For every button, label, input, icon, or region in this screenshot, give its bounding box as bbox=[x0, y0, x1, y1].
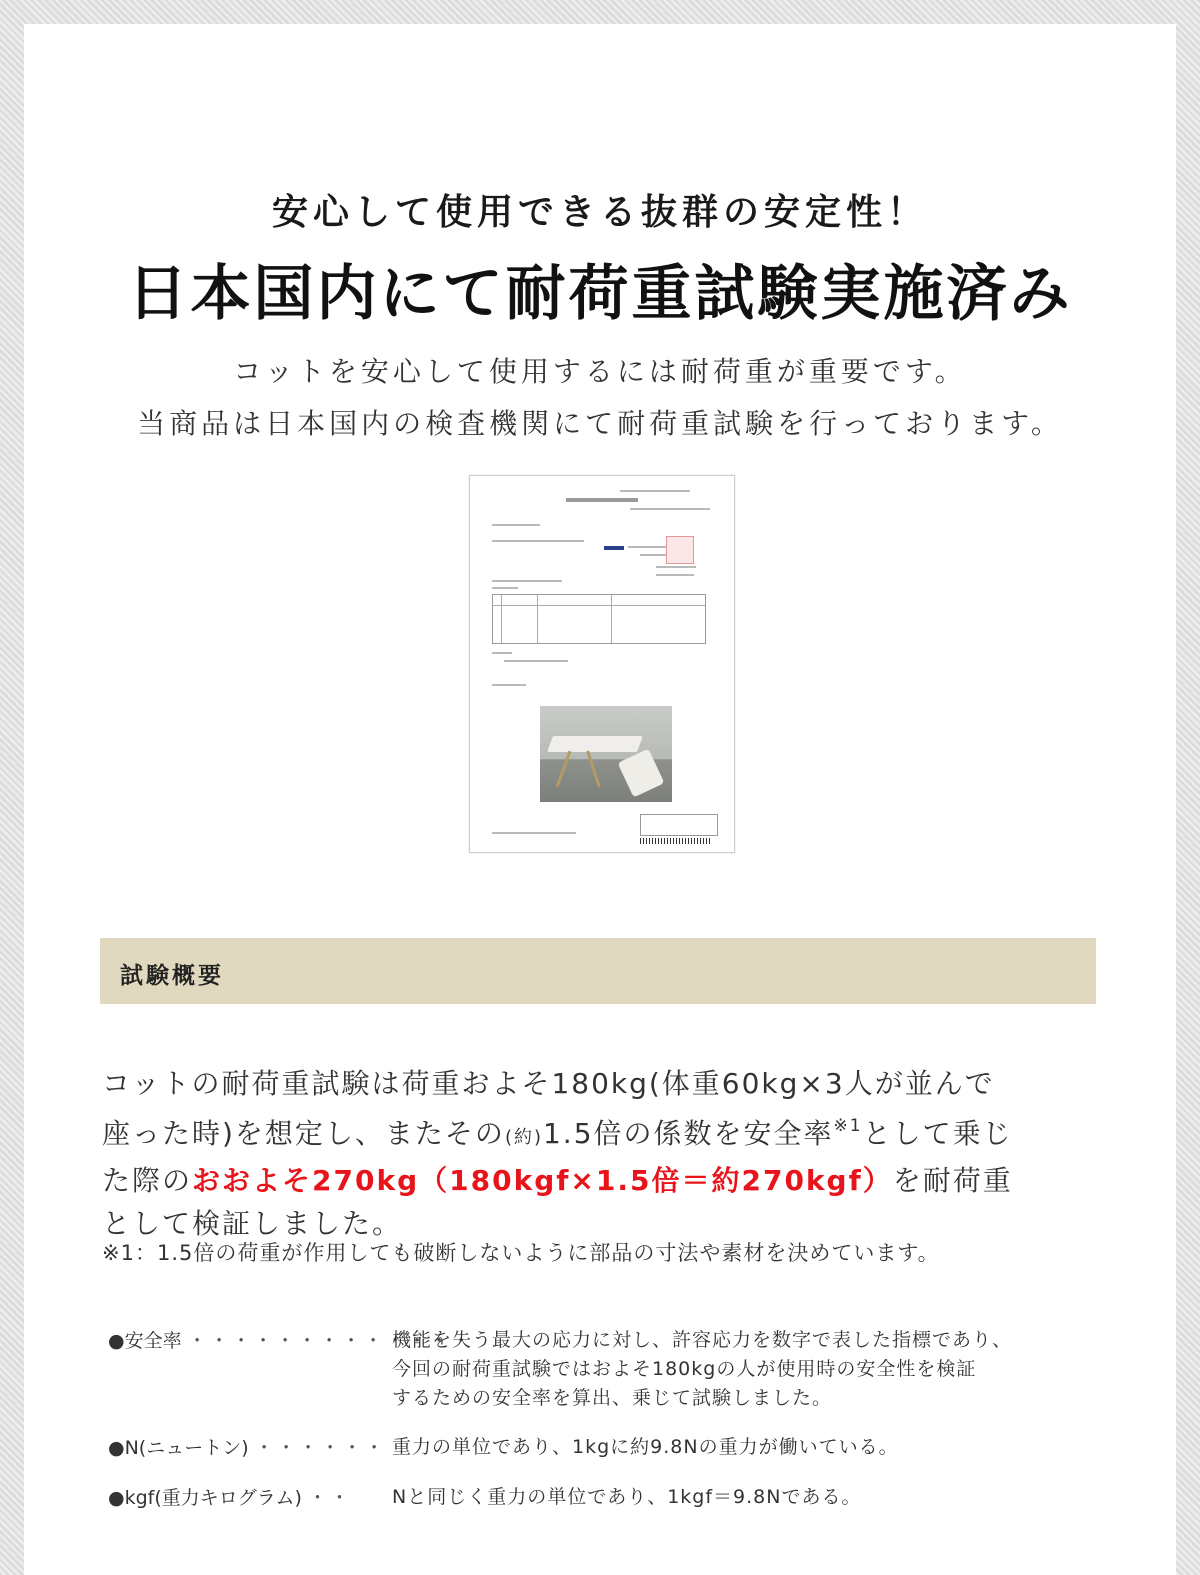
certificate-text-line bbox=[492, 540, 584, 542]
leader-dots: ・・・・・・・・・・・・・ bbox=[187, 1330, 474, 1352]
overview-paragraph bbox=[102, 1062, 1102, 1245]
approx-mark: (約) bbox=[504, 1127, 543, 1148]
load-capacity-highlight: おおよそ270kg（180kgf×1.5倍＝約270kgf） bbox=[192, 1164, 893, 1197]
footnote: ※1：1.5倍の荷重が作用しても破断しないように部品の寸法や素材を決めています。 bbox=[102, 1241, 940, 1265]
intro-line: コットを安心して使用するには耐荷重が重要です。 bbox=[233, 355, 967, 388]
paragraph-line bbox=[102, 1105, 1102, 1159]
leader-dots: ・・ bbox=[308, 1487, 353, 1509]
term-label: ●N(ニュートン) bbox=[108, 1437, 249, 1459]
page-subtitle: 安心して使用できる抜群の安定性！ bbox=[271, 192, 928, 233]
certificate-text-line bbox=[620, 490, 690, 492]
paragraph-text: として乗じ bbox=[862, 1117, 1013, 1150]
definition-term bbox=[108, 1483, 388, 1510]
certificate-text-line bbox=[504, 660, 568, 662]
intro-line: 当商品は日本国内の検査機関にて耐荷重試験を行っております。 bbox=[137, 407, 1063, 440]
certificate-seal bbox=[666, 536, 694, 564]
test-certificate-image bbox=[469, 475, 735, 853]
paragraph-text: を耐荷重 bbox=[892, 1164, 1013, 1197]
leader-dots: ・・・・・・ bbox=[254, 1437, 387, 1459]
certificate-text-line bbox=[492, 684, 526, 686]
footnote-ref: ※1 bbox=[833, 1116, 863, 1136]
description-line: 重力の単位であり、1kgに約9.8Nの重力が働いている。 bbox=[392, 1436, 899, 1458]
certificate-logo bbox=[604, 546, 624, 550]
cot-shape bbox=[547, 736, 643, 752]
overview-header bbox=[100, 938, 1096, 1004]
paragraph-line: コットの耐荷重試験は荷重およそ180kg(体重60kg×3人が並んで bbox=[102, 1067, 995, 1100]
page-title: 日本国内にて耐荷重試験実施済み bbox=[127, 259, 1073, 329]
cot-leg bbox=[586, 750, 601, 787]
description-line: するための安全率を算出、乗じて試験しました。 bbox=[392, 1387, 833, 1409]
description-line: 今回の耐荷重試験ではおよそ180kgの人が使用時の安全性を検証 bbox=[392, 1358, 977, 1380]
paragraph-line bbox=[102, 1159, 1102, 1202]
certificate-signature-boxes bbox=[640, 814, 718, 836]
definition-term bbox=[108, 1326, 474, 1353]
certificate-text-line bbox=[656, 574, 694, 576]
paragraph-text: た際の bbox=[102, 1164, 193, 1197]
certificate-text-line bbox=[492, 652, 512, 654]
certificate-text-line bbox=[492, 832, 576, 834]
paragraph-line: として検証しました。 bbox=[102, 1207, 403, 1240]
paragraph-text: 1.5倍の係数を安全率 bbox=[542, 1117, 834, 1150]
content-card bbox=[24, 24, 1176, 1575]
certificate-text-line bbox=[492, 580, 562, 582]
cot-leg bbox=[556, 751, 572, 788]
certificate-barcode bbox=[640, 838, 712, 844]
description-line: Nと同じく重力の単位であり、1kgf＝9.8Nである。 bbox=[392, 1486, 862, 1508]
paragraph-text: 座った時)を想定し、またその bbox=[102, 1117, 505, 1150]
overview-heading: 試験概要 bbox=[120, 963, 224, 989]
certificate-text-line bbox=[656, 566, 696, 568]
definition-description bbox=[392, 1483, 1102, 1512]
certificate-table bbox=[492, 594, 706, 644]
definition-term bbox=[108, 1433, 388, 1460]
cot-test-photo bbox=[540, 706, 672, 802]
intro-text bbox=[24, 346, 1176, 450]
cot-bag bbox=[618, 749, 665, 798]
certificate-text-line bbox=[492, 587, 518, 589]
term-label: ●安全率 bbox=[108, 1330, 182, 1352]
definition-description bbox=[392, 1433, 1102, 1462]
certificate-heading-mark bbox=[566, 498, 638, 502]
certificate-text-line bbox=[630, 508, 710, 510]
certificate-text-line bbox=[492, 524, 540, 526]
description-line: 機能を失う最大の応力に対し、許容応力を数字で表した指標であり、 bbox=[392, 1329, 1013, 1351]
definition-description bbox=[392, 1326, 1102, 1413]
term-label: ●kgf(重力キログラム) bbox=[108, 1487, 302, 1509]
